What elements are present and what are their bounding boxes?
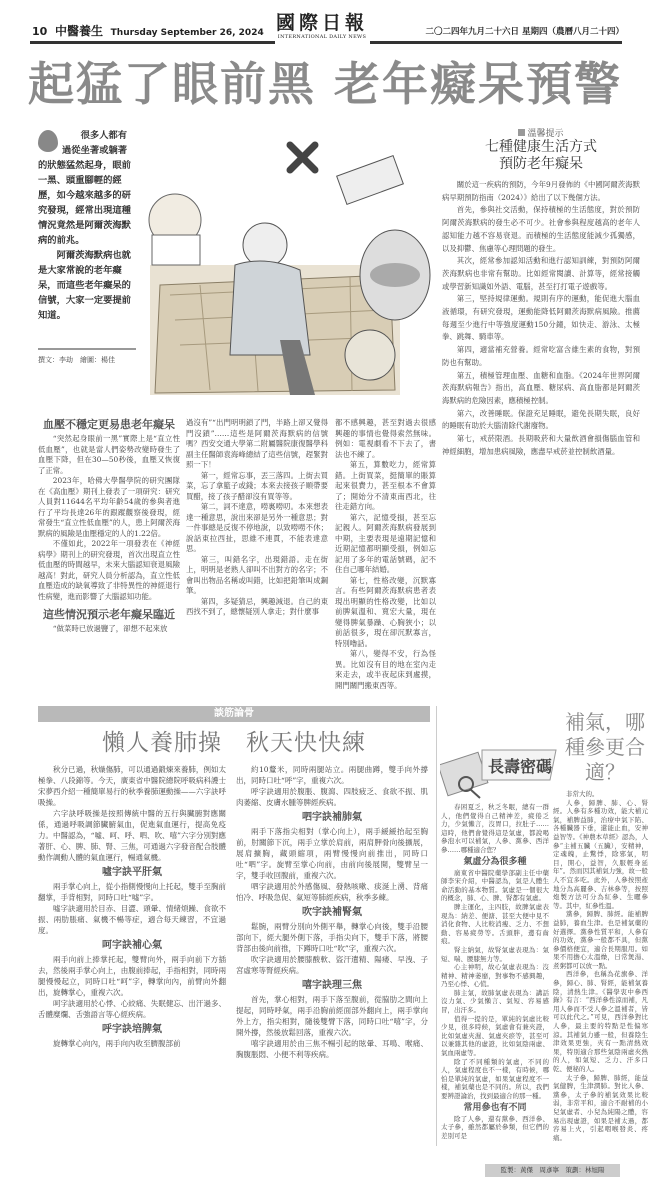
paragraph: 首先，掌心相對，兩手下落至腹前，從脇肋之間向上提起，同時呼氣，兩手沿胸前經面部外翻向上，兩手掌向外上方，指尖相對，隨後雙臂下落，同時口吐“嘻”字，分開外撐，然後放鬆回落，重複六次。: [236, 995, 428, 1037]
intro-text-2: 阿爾茨海默病也就是大家常說的老年癡呆，而這些老年癡呆的信號，大家一定要提前知道。: [38, 250, 131, 321]
paragraph: 肺主氣，故肺氣虛表現為：講話沒力氣、少氣懶言、氣短、容易感冒，出汗多。: [441, 988, 549, 1015]
paragraph: 除了人參，還有黨參、西洋參、太子參，雖然都屬於參類，但它們的差別可是: [441, 1114, 549, 1140]
paragraph: 非常大的。: [566, 790, 599, 798]
paragraph: 太子參，歸脾、肺經，能益氣健脾，生津潤肺。對比人參、黨參，太子參的補氣效果比較弱，非常平和，適合不耐補的小兒氣虛者、小兒為純陽之體，容易出現虛證，如果是補太過，都容易上火，引起咽喉發炎、疼痛。: [553, 1073, 648, 1142]
exercise-column-2: [236, 764, 428, 1060]
column-banner: 談筋論骨: [38, 706, 430, 722]
ginseng-column-2: [553, 790, 648, 1142]
article-paragraph: 2023年，哈佛大學醫學院的研究團隊在《高血壓》期刊上發表了一項研究：研究人員對11644名平均年齡54歲的參與者進行了平均長達26年的跟蹤觀察後發現，經常發生“直立性低血壓”的人，患上阿爾茨海默病的風險是血壓穩定的人的1.22倍。: [38, 476, 180, 538]
article-subhead-1: 血壓不穩定更易患老年癡呆: [43, 418, 175, 431]
article-paragraph: 過沒有”“出門明明鎖了門，半路上卻又覺得門沒鎖”……這些是阿爾茨海默病的信號嗎？西安交通大學第二附屬醫院康復醫學科副主任醫師袁海峰總結了這些信號，趕緊對照一下！: [186, 418, 328, 469]
logo-text: 長壽密碼: [488, 757, 553, 776]
tips-tag: [442, 126, 640, 139]
tips-paragraph: 第四，適當補充營養。經常吃富含維生素的食物，對預防也有幫助。: [442, 345, 640, 367]
article-paragraph: 第五，算數吃力，經常算錯。上街買菜，挺簡單的賬算起來很費力，甚至根本不會算了；開始分不清東南西北，往往走錯方向。: [335, 460, 436, 511]
tips-paragraph: 第三，堅持規律運動。規則有序的運動，能促進大腦血液循環，有研究發現，運動能降低阿爾茨海默病風險。推薦每週至少進行中等強度運動150分鐘，如快走、游泳、太極拳、跳舞、騎車等。: [442, 294, 640, 342]
tips-paragraph: 第七，戒菸限酒。長期吸菸和大量飲酒會損傷腦血管和神經細胞，增加患病風險，應盡早戒菸並控制飲酒量。: [442, 434, 640, 456]
paragraph: 兩手下落指尖相對（掌心向上），兩手緩緩抬起至胸前，肘關節下沉，兩手立掌於肩前，兩肩胛骨向後擴展，展肩擴胸，藏頭縮項，兩臂慢慢向前推出，同時口吐“呬”字。旋臂至掌心向前，由前向後展開，雙臂呈一字，雙手收回腹前，重複六次。: [236, 827, 428, 880]
article-paragraph: 第一，經常忘事，丟三落四。上街去買菜，忘了拿籃子或錢；本來去接孩子順帶要買醋，接了孩子醋卻沒有買等等。: [186, 470, 328, 501]
article-column-2: [186, 418, 328, 618]
elder-cooking-figure: [345, 330, 395, 380]
paragraph: 旋轉掌心向內，兩手向內收至臍腹部前: [53, 1039, 181, 1048]
paragraph: 鬆腕，兩臂分別向外側平舉，轉掌心向後，雙手沿腰部向下，經大腿外側下落，手指尖向下，雙手下落，將腰背部由後向前推，下蹲時口吐“吹”字，重複六次。: [236, 922, 428, 953]
paragraph: 西洋參，也稱為花旗參、洋參，歸心、肺、腎經，能補氣養陰，清熱生津。《醫學衷中參西錄》有言：“西洋參性涼而補，凡用人參而不受人參之溫補者，皆可以此代之。”可見，西洋參對比人參，最主要的特點是性偏寒涼。其補氣力雖一般，但養陰生津效果更強，夾有一點清熱效果，特別適合那些氣陰兩虛夾熱的人，如氣短、乏力、汗多口乾、便秘的人。: [553, 970, 648, 1073]
subheading: 常用參也有不同: [463, 1102, 527, 1113]
paragraph: 腎主納氣，故腎氣虛表現為：氣短、喘、腰膝無力等。: [441, 945, 549, 963]
article-paragraph: 第二，詞不達意，嘮裏嘮叨。本來想表達一種意思，說出來卻是另外一種意思；對一件事總是反復不停地說，以致嘮嘮不休；說話東拉西扯，思維不連貫，不能表達意思。: [186, 502, 328, 553]
paragraph: 呵字訣適用於心悸、心絞痛、失眠健忘、出汗過多、舌體糜爛、舌強語言等心經疾病。: [38, 999, 226, 1019]
tips-title-1: 七種健康生活方式: [485, 139, 597, 155]
article-paragraph: 第三，叫錯名字，出現錯語。走在街上，明明是老熟人卻叫不出對方的名字；不會叫出物品名稱或叫錯，比如把鉛筆叫成鋼筆。: [186, 554, 328, 595]
cigarette-crossed-icon: [290, 145, 315, 170]
paragraph: 嘻字訣適用於由三焦不暢引起的眩暈、耳鳴、喉痛、胸腹脹悶、小便不利等疾病。: [236, 1039, 428, 1059]
paragraph: 秋分已過，秋燥傷肺，可以通過鍛煉來養肺，例如太極拳、八段錦等。今天，廣東省中醫院總院呼吸病科護士宋夢西介紹一種簡單易行的秋季養肺運動操——六字訣呼吸操。: [38, 765, 226, 807]
exercise-column-1: [38, 764, 226, 1049]
paragraph: 值得一提的是，單純的氣虛比較少見，很多時候，氣虛會有兼夾證，比如氣虛夾濕、氣虛夾瘀等，甚至可以兼雜其他的虛證，比如氣陰兩虛、氣血兩虛等。: [441, 1014, 549, 1058]
page-info: [32, 22, 264, 39]
paragraph: 心主神明，故心氣虛表現為：沒精神、精神萎靡，對事物不感興趣，乃至心悸、心慌。: [441, 963, 549, 989]
masthead-cn: 國際日報: [275, 12, 368, 34]
paragraph: 人參，歸脾、肺、心、腎經。人參有多種功效，能大補元氣，補脾益肺，治療中氣下陷、各種臟器下垂，還能止血，安神益智等。《神農本草經》認為，人參“主補五臟（五臟），安精神，定魂魄，止驚悸，除邪氣，明目，開心，益智，久服輕身延年”。然而因其補氣力強，故一般人不宜多吃。此外，人參按照產地分為高麗參、吉林參等，按照炮製方法可分為紅參、生曬參等。其中，紅參性溫。: [553, 798, 648, 910]
date-cn: 二〇二四年九月二十六日 星期四（農曆八月二十四）: [425, 27, 624, 37]
tips-paragraph: 關於這一疾病的預防，今年9月發佈的《中國阿爾茨海默病早期預防指南（2024）》給出了以下幾個方法。: [442, 180, 640, 202]
paragraph: 六字訣呼吸操是按照傳統中醫的五行與臟腑對應關係，通過呼吸調節臟腑氣血，促進氣血運行，提高免疫力。中醫認為，“噓、呵、呼、呬、吹、嘻”六字分別對應著肝、心、脾、肺、腎、三焦，可通過六字發音配合肢體動作調動人體的氣血運行，暢通氣機。: [38, 809, 226, 862]
paragraph: 春困夏乏，秋乏冬眠，總有一群人，他們覺得自己精神差，疲倦乏力，少氣懶言，沒胃口，拉肚子……這時，他們會覺得這是氣虛，都說喝參泡水可以補氣，人參、黨參、西洋參……哪種適合您？: [441, 803, 549, 854]
subheading: 呬字訣補肺氣: [302, 812, 362, 823]
subheading: 嘻字訣理三焦: [302, 980, 362, 991]
paragraph: 脾主運化，主四肢，故脾氣虛表現為：納差、便溏、甚至大便中見不消化食物、人比較消瘦、乏力、不想動、容易疲勞等。舌頭胖，邊有齒痕。: [441, 902, 549, 946]
paragraph: 呼字訣適用於腹脹、腹瀉、四肢疲乏、食欲不振、肌肉萎縮、皮膚水腫等脾經疾病。: [236, 787, 428, 807]
header-rule-right: [370, 41, 622, 44]
intro-quote: [38, 128, 136, 323]
article-column-1: [38, 418, 180, 635]
subheading: 呼字訣培脾氣: [102, 1024, 162, 1035]
paragraph: 呬字訣適用於外感傷風、發熱咳嗽、痰涎上湧、背痛怕冷、呼吸急促、氣短等肺經疾病，秋季多練。: [236, 882, 428, 902]
ginseng-column-1: [441, 803, 549, 1140]
paragraph: 約10釐米，同時兩腿站立。兩腿曲蹲，雙手向外撐出，同時口吐“呼”字，重複六次。: [236, 765, 428, 785]
masthead-en: INTERNATIONAL DAILY NEWS: [277, 34, 367, 40]
subheading: 吹字訣補腎氣: [302, 907, 362, 918]
ginseng-title: 補氣，哪種參更合適？: [565, 710, 645, 784]
article-paragraph: 第四，多疑猜忌，興趣減退。自己的東西找不到了，總懷疑別人拿走；對什麼事: [186, 596, 328, 616]
subheading: 呵字訣補心氣: [102, 940, 162, 951]
quote-mark-icon: [38, 130, 58, 152]
article-paragraph: 不僅如此，2022年一項發表在《神經病學》期刊上的研究發現，首次出現直立性低血壓的時間越早，未來大腦認知衰退風險越高！對此，研究人員分析認為，直立性低血壓造成的缺氧導致了非特異性的神經退行性病變，進而影響了大腦認知功能。: [38, 539, 180, 601]
tips-paragraph: 其次，經常參加認知活動和進行認知訓練，對預防阿爾茨海默病也非常有幫助。比如經常閱讀、計算等，經常接觸或學習新知識如外語、電腦，甚至打打電子遊戲等。: [442, 256, 640, 291]
tips-body: [442, 179, 640, 458]
masthead: [272, 12, 372, 40]
article-column-3: [335, 418, 436, 691]
article-paragraph: “突然起身眼前一黑”實際上是“直立性低血壓”，也就是當人們姿勢改變時發生了血壓下降，但在30—50秒後，血壓又恢復了正常。: [38, 434, 180, 475]
date-en: Thursday September 26, 2024: [110, 28, 264, 38]
article-paragraph: 都不感興趣，甚至對過去很感興趣的事情也覺得索然無味。例如：電視劇看不下去了，書法也不練了。: [335, 418, 436, 459]
subheading: 氣虛分為很多種: [463, 856, 527, 867]
page-number: 10: [32, 25, 48, 38]
article-subhead-2: 這些情況預示老年癡呆臨近: [43, 608, 175, 621]
paragraph: 廣東省中醫院藥學部副主任中藥師李宋介紹，中醫認為，氣是人體生命活動的基本物質。氣虛是一個很大的概念，肺、心、脾、腎都有氣虛。: [441, 868, 549, 903]
paragraph: 兩手向前上捧掌托起，雙臂向外，兩手向前下方插去，然後兩手掌心向上，由腹前捧起，手指相對，同時兩腿慢慢起立，同時口吐“呵”字，轉掌向內，前臂向外翻出，旋轉掌心，重複六次。: [38, 955, 226, 997]
article-paragraph: 第八，變得不安，行為怪異。比如沒有目的地在室內走來走去，或半夜起床到處摸，開門關門搬東西等。: [335, 649, 436, 690]
dizzy-man-figure: [243, 223, 287, 267]
intro-credit: 撰文：李劫 繪圖：楊佳: [38, 348, 136, 365]
editor-credits: 監製：黃傑 周彥寧 策劃：林旭陽: [485, 1164, 620, 1177]
paragraph: 噓字訣適用於目赤、目澀、頭暈、情緒煩躁、食欲不振、兩肋脹痛、氣機不暢等症，適合每天練習，不宜過度。: [38, 904, 226, 935]
paragraph: 兩手掌心向上，從小指側慢慢向上托起，雙手至胸前翻掌，手背相對，同時口吐“噓”字。: [38, 882, 226, 902]
paragraph: 除了不同種類的氣虛，不同的人，氣虛程度也不一樣，有時候，哪怕是單純的氣虛，如果氣虛程度不一樣，補氣藥也是不同的。所以，我們要辨證論治，找到最適合的那一種。: [441, 1057, 549, 1100]
paragraph: 吹字訣適用於腰膝酸軟、盜汗遺精、陽痿、早洩、子宮虛寒等腎經疾病。: [236, 955, 428, 975]
exercise-title: 懶人養肺操 秋天快快練: [102, 730, 366, 756]
intro-text-1: 很多人都有過從坐著或躺著的狀態猛然起身，眼前一黑、頭重腳輕的經歷，如今越來越多的研究發現，經常出現這種情況竟然是阿爾茨海默病的前兆。: [38, 130, 131, 246]
tips-sidebar: [442, 126, 640, 458]
tips-paragraph: 第六，改善睡眠。保證充足睡眠，避免長期失眠，良好的睡眠有助於大腦清除代謝廢物。: [442, 408, 640, 431]
section-name: 中醫養生: [54, 24, 103, 38]
article-paragraph: “做菜時已放過鹽了，卻想不起來放: [52, 624, 168, 633]
page-headline: 起猛了眼前黑 老年癡呆預警: [27, 57, 622, 111]
tips-title-2: 預防老年癡呆: [499, 156, 583, 172]
elderly-dizziness-illustration: [140, 125, 435, 407]
article-paragraph: 第七，性格改變，沉默寡言。有些阿爾茨海默病患者表現出明顯的性格改變，比如以前脾氣溫和、寬宏大量，現在變得脾氣暴躁、心胸狹小；以前話很多，現在卻沉默寡言，特別嚕話。: [335, 575, 436, 648]
newspaper-icon: [440, 752, 488, 795]
longevity-code-logo: [440, 740, 558, 800]
tips-paragraph: 首先，參與社交活動，保持積極的生活態度，對於預防阿爾茨海默病的發生必不可少。社會參與程度越高的老年人認知能力越不容易衰退。而積極的生活態度能減少孤獨感，以及抑鬱、焦慮等心理問題的發生。: [442, 205, 640, 253]
header-rule-left: [30, 41, 275, 44]
subheading: 噓字訣平肝氣: [102, 867, 162, 878]
section-divider: [436, 706, 437, 1146]
tag-square-icon: [518, 129, 525, 136]
tips-tag-label: 溫馨提示: [527, 129, 564, 139]
article-paragraph: 第六，記憶受損，甚至忘記親人。阿爾茨海默病發展到中期，主要表現是遠期記憶和近期記憶都明顯受損，例如忘記用了多年的電話號碼，記不住自己哪年結婚。: [335, 512, 436, 574]
paragraph: 黨參，歸脾、肺經。能補脾益肺，養血生津。也是補氣藥的好選擇。黨參性質平和，人參有的功效，黨參一般都不具，但黨參價格便宜，適合長期服用。如果不用擔心太溫燥，日常煲湯、煮粥都可以放一點。: [553, 910, 648, 970]
tips-paragraph: 第五，積極管理血壓、血糖和血脂。《2024年世界阿爾茨海默病報告》指出，高血壓、糖尿病、高血脂都是阿爾茨海默病的危險因素，應積極控制。: [442, 370, 640, 405]
